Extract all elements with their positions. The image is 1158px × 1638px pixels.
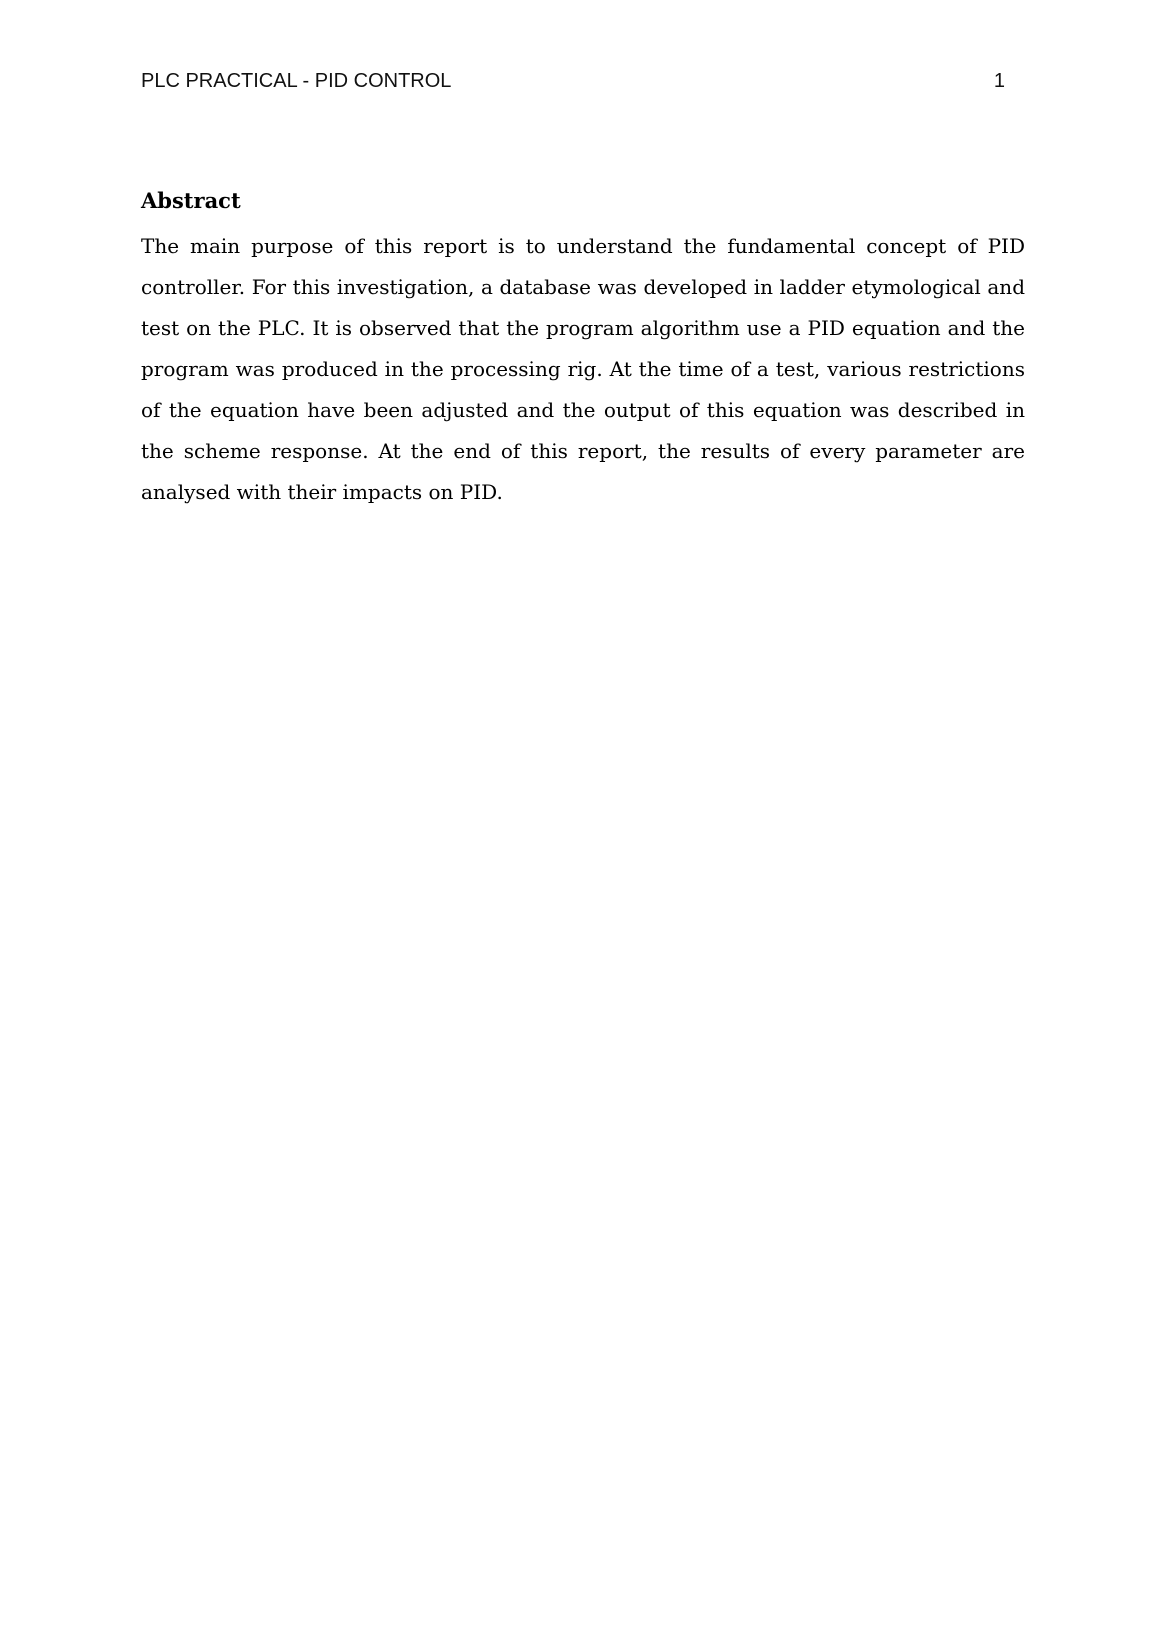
abstract-section bbox=[141, 186, 1025, 513]
page-number: 1 bbox=[993, 70, 1005, 92]
running-head bbox=[141, 70, 1005, 100]
running-head-title: PLC PRACTICAL - PID CONTROL bbox=[141, 70, 452, 92]
abstract-paragraph: The main purpose of this report is to understand the fundamental concept of PID controller. For this investigation, a database was developed in ladder etymological and test on the PLC. It is observed that the program algorithm use a PID equation and the program was produced in the processing rig. At the time of a test, various restrictions of the equation have been adjusted and the output of this equation was described in the scheme response. At the end of this report, the results of every parameter are analysed with their impacts on PID. bbox=[141, 234, 1025, 504]
abstract-heading: Abstract bbox=[141, 188, 241, 213]
